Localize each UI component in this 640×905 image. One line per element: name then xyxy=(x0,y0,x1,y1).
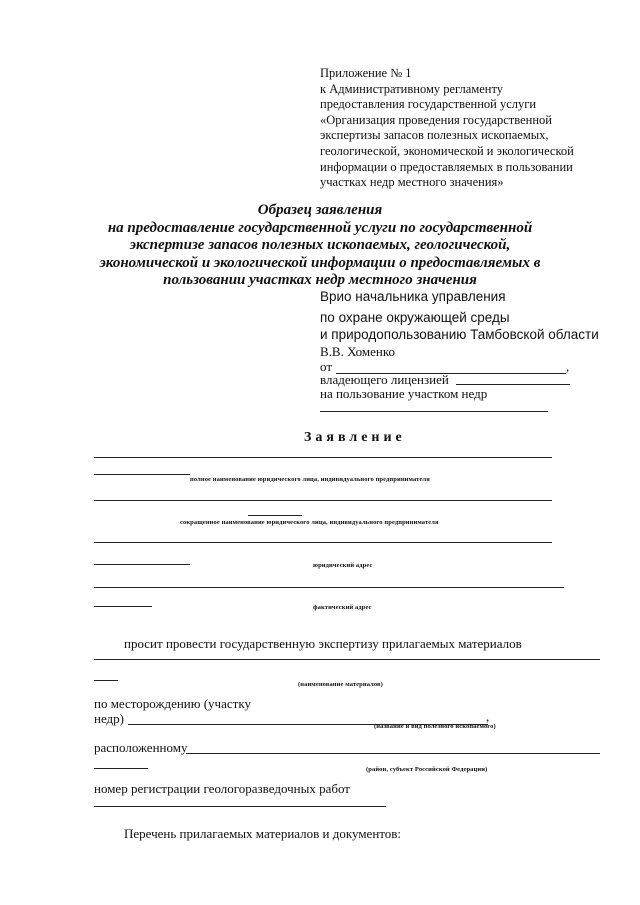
materials-caption: (наименование материалов) xyxy=(298,681,383,688)
actual-address-caption: фактический адрес xyxy=(313,604,372,611)
addressee-name: В.В. Хоменко xyxy=(320,344,396,359)
appendix-line: Приложение № 1 xyxy=(320,66,412,80)
appendix-line: экспертизы запасов полезных ископаемых, xyxy=(320,128,549,143)
form-heading: Заявление xyxy=(304,430,406,445)
sample-title-line: на предоставление государственной услуги по государственной xyxy=(107,219,533,236)
from-label: от xyxy=(320,359,333,374)
appendix-line: информации о предоставляемых в пользовании xyxy=(320,159,573,174)
appendix-line: участках недр местного значения» xyxy=(320,175,504,190)
subsoil-use-text: на пользование участком недр xyxy=(320,386,488,401)
licensee-label: владеющего лицензией xyxy=(320,372,449,387)
short-name-field[interactable] xyxy=(94,500,552,501)
request-text: просит провести государственную экспертизу прилагаемых материалов xyxy=(124,636,522,651)
actual-address-field-cont[interactable] xyxy=(94,606,152,607)
sample-title xyxy=(0,202,640,290)
legal-address-field-cont[interactable] xyxy=(94,564,190,565)
short-name-field-cont[interactable] xyxy=(248,515,302,516)
located-field[interactable] xyxy=(186,753,600,754)
location-caption: (район, субъект Российской Федерации) xyxy=(366,766,488,773)
deposit-comma: , xyxy=(486,709,490,724)
appendix-line: к Административному регламенту xyxy=(320,81,504,96)
sample-title-line: пользовании участках недр местного значения xyxy=(163,272,477,288)
sample-title-line: экспертизе запасов полезных ископаемых, геологической, xyxy=(129,237,511,253)
registration-label: номер регистрации геологоразведочных работ xyxy=(94,781,350,796)
located-label: расположенному xyxy=(94,740,188,755)
addressee-line-3: и природопользованию Тамбовской области xyxy=(320,327,599,342)
legal-address-caption: юридический адрес xyxy=(313,562,373,569)
registration-field[interactable] xyxy=(94,806,386,807)
legal-address-field[interactable] xyxy=(94,542,552,543)
full-name-field-cont[interactable] xyxy=(94,474,190,475)
deposit-label-1: по месторождению (участку xyxy=(94,696,251,711)
appendix-block xyxy=(320,66,574,191)
full-name-field[interactable] xyxy=(94,457,552,458)
sample-title-line: экономической и экологической информации о предоставляемых в xyxy=(99,254,541,271)
appendix-line: «Организация проведения государственной xyxy=(320,112,552,127)
deposit-label-2: недр) xyxy=(94,711,124,726)
actual-address-field[interactable] xyxy=(94,587,564,588)
appendix-line: предоставления государственной услуги xyxy=(320,97,537,112)
located-field-cont[interactable] xyxy=(94,768,148,769)
materials-field-cont[interactable] xyxy=(94,680,118,681)
from-comma: , xyxy=(566,359,570,374)
appendix-line: геологической, экономической и экологической xyxy=(320,143,574,158)
deposit-caption: (название и вид полезного ископаемого) xyxy=(374,723,496,730)
sample-title-line: Образец заявления xyxy=(257,202,383,218)
addressee-line-2: по охране окружающей среды xyxy=(320,310,510,325)
materials-list-label: Перечень прилагаемых материалов и документов: xyxy=(124,826,402,841)
subsoil-use-field[interactable] xyxy=(320,411,548,412)
addressee-line-1: Врио начальника управления xyxy=(320,289,506,304)
full-name-caption: полное наименование юридического лица, индивидуального предпринимателя xyxy=(190,476,430,483)
licensee-field[interactable] xyxy=(456,384,570,385)
short-name-caption: сокращенное наименование юридического лица, индивидуального предпринимателя xyxy=(180,519,439,526)
materials-field[interactable] xyxy=(94,659,600,660)
